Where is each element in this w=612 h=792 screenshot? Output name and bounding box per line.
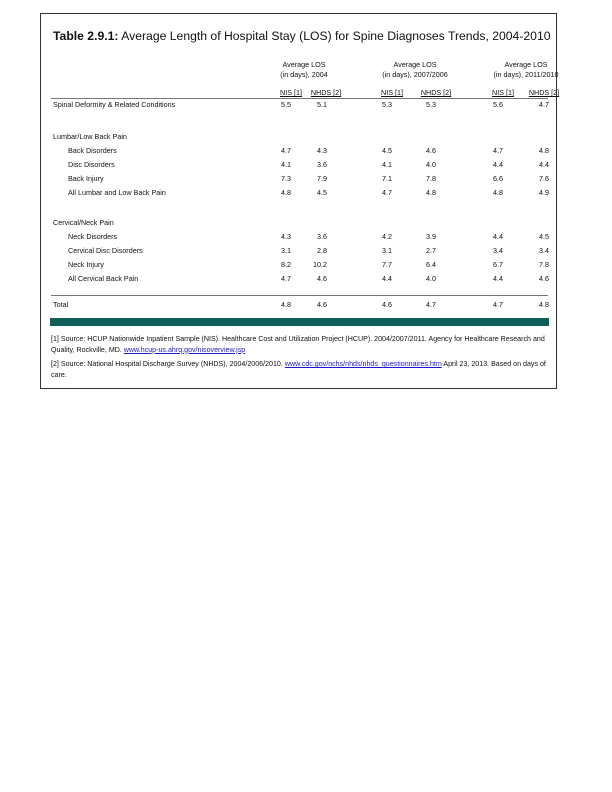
row-label: Back Disorders	[68, 146, 117, 155]
row-value: 4.6	[317, 274, 327, 283]
row-value: 4.7	[539, 100, 549, 109]
group-line2: (in days), 2007/2006	[382, 70, 448, 79]
subheader-nhds-2010: NHDS [2]	[528, 88, 560, 97]
table-title	[53, 29, 551, 43]
row-value: 4.8	[281, 300, 291, 309]
teal-divider-band	[50, 318, 549, 326]
row-lumbar-header	[51, 132, 548, 142]
row-value: 7.6	[539, 174, 549, 183]
row-value: 4.6	[426, 146, 436, 155]
row-value: 4.8	[493, 188, 503, 197]
row-value: 4.7	[426, 300, 436, 309]
row-value: 4.4	[382, 274, 392, 283]
row-neck-injury	[51, 260, 548, 270]
row-value: 4.4	[493, 232, 503, 241]
row-value: 7.7	[382, 260, 392, 269]
row-value: 4.4	[493, 274, 503, 283]
subheader-nhds-2006: NHDS [2]	[420, 88, 452, 97]
row-spinal-deformity	[51, 100, 548, 110]
row-value: 5.5	[281, 100, 291, 109]
row-value: 4.6	[317, 300, 327, 309]
footnote-2	[51, 359, 548, 380]
row-value: 3.4	[539, 246, 549, 255]
group-line1: Average LOS	[282, 60, 326, 69]
column-group-2011	[471, 60, 581, 80]
row-label: Neck Disorders	[68, 232, 118, 241]
column-group-2004	[249, 60, 359, 80]
row-value: 4.7	[281, 274, 291, 283]
row-back-injury	[51, 174, 548, 184]
row-value: 4.5	[382, 146, 392, 155]
row-value: 3.6	[317, 160, 327, 169]
row-value: 4.2	[382, 232, 392, 241]
row-value: 7.3	[281, 174, 291, 183]
row-value: 4.3	[317, 146, 327, 155]
row-value: 5.6	[493, 100, 503, 109]
row-value: 4.5	[539, 232, 549, 241]
row-label: Disc Disorders	[68, 160, 115, 169]
row-label: All Cervical Back Pain	[68, 274, 139, 283]
row-value: 5.1	[317, 100, 327, 109]
row-value: 10.2	[313, 260, 327, 269]
footnote-1-link[interactable]: www.hcup-us.ahrq.gov/nisoverview.jsp	[123, 345, 246, 354]
row-value: 6.4	[426, 260, 436, 269]
row-value: 3.4	[493, 246, 503, 255]
row-cervical-disc-disorders	[51, 246, 548, 256]
group-line1: Average LOS	[504, 60, 548, 69]
header-rule	[51, 98, 548, 99]
row-value: 7.1	[382, 174, 392, 183]
group-line2: (in days), 2004	[280, 70, 328, 79]
row-value: 4.8	[281, 188, 291, 197]
row-value: 4.4	[493, 160, 503, 169]
row-value: 4.8	[539, 300, 549, 309]
row-value: 2.8	[317, 246, 327, 255]
row-value: 4.1	[382, 160, 392, 169]
row-value: 8.2	[281, 260, 291, 269]
footnote-2-text: [2] Source: National Hospital Discharge Survey (NHDS), 2004/2006/2010.	[51, 360, 285, 368]
row-cervical-header	[51, 218, 548, 228]
row-all-cervical	[51, 274, 548, 284]
column-group-2007	[360, 60, 470, 80]
row-value: 3.1	[281, 246, 291, 255]
row-all-lumbar	[51, 188, 548, 198]
row-value: 4.9	[539, 188, 549, 197]
subheader-nhds-2004: NHDS [2]	[310, 88, 342, 97]
footnote-1	[51, 334, 548, 355]
row-value: 4.8	[426, 188, 436, 197]
row-label: All Lumbar and Low Back Pain	[68, 188, 166, 197]
row-value: 4.7	[281, 146, 291, 155]
row-value: 4.7	[382, 188, 392, 197]
row-value: 3.6	[317, 232, 327, 241]
total-rule	[51, 295, 548, 296]
row-back-disorders	[51, 146, 548, 156]
row-total	[51, 300, 548, 310]
row-value: 4.7	[493, 146, 503, 155]
footnote-1-text: [1] Source: HCUP Nationwide Inpatient Sample (NIS). Healthcare Cost and Utilization Project (HCUP). 2004/2007/2011. Agency for Healthcare Research and Quality, Rockville, MD.	[51, 335, 545, 354]
subheader-nis-2011: NIS [1]	[492, 88, 514, 97]
row-value: 5.3	[426, 100, 436, 109]
row-label: Lumbar/Low Back Pain	[53, 132, 127, 141]
row-value: 4.6	[539, 274, 549, 283]
row-value: 3.1	[382, 246, 392, 255]
row-label: Back Injury	[68, 174, 104, 183]
row-value: 4.6	[382, 300, 392, 309]
row-neck-disorders	[51, 232, 548, 242]
row-label: Spinal Deformity & Related Conditions	[53, 100, 176, 109]
row-value: 5.3	[382, 100, 392, 109]
row-value: 2.7	[426, 246, 436, 255]
row-value: 6.7	[493, 260, 503, 269]
row-value: 7.9	[317, 174, 327, 183]
group-line1: Average LOS	[393, 60, 437, 69]
footnote-2-tail: April 23, 2013. Based on days of care.	[51, 360, 546, 379]
group-line2: (in days), 2011/2010	[493, 70, 559, 79]
subheader-nis-2004: NIS [1]	[280, 88, 302, 97]
row-disc-disorders	[51, 160, 548, 170]
footnote-2-link[interactable]: www.cdc.gov/nchs/nhds/nhds_questionnaires.htm	[284, 360, 442, 368]
row-value: 7.8	[426, 174, 436, 183]
row-value: 4.0	[426, 160, 436, 169]
table-frame	[40, 13, 560, 389]
row-value: 4.3	[281, 232, 291, 241]
row-value: 6.6	[493, 174, 503, 183]
row-value: 4.8	[539, 146, 549, 155]
row-value: 4.1	[281, 160, 291, 169]
row-value: 4.7	[493, 300, 503, 309]
row-label: Cervical/Neck Pain	[53, 218, 114, 227]
subheader-nis-2007: NIS [1]	[381, 88, 403, 97]
row-value: 4.5	[317, 188, 327, 197]
row-value: 7.8	[539, 260, 549, 269]
row-value: 3.9	[426, 232, 436, 241]
row-label: Total	[53, 300, 69, 309]
row-label: Neck Injury	[68, 260, 104, 269]
table-title-number: Table 2.9.1:	[53, 29, 119, 43]
row-label: Cervical Disc Disorders	[68, 246, 143, 255]
row-value: 4.4	[539, 160, 549, 169]
table-title-text: Average Length of Hospital Stay (LOS) for Spine Diagnoses Trends, 2004-2010	[118, 29, 551, 43]
row-value: 4.0	[426, 274, 436, 283]
